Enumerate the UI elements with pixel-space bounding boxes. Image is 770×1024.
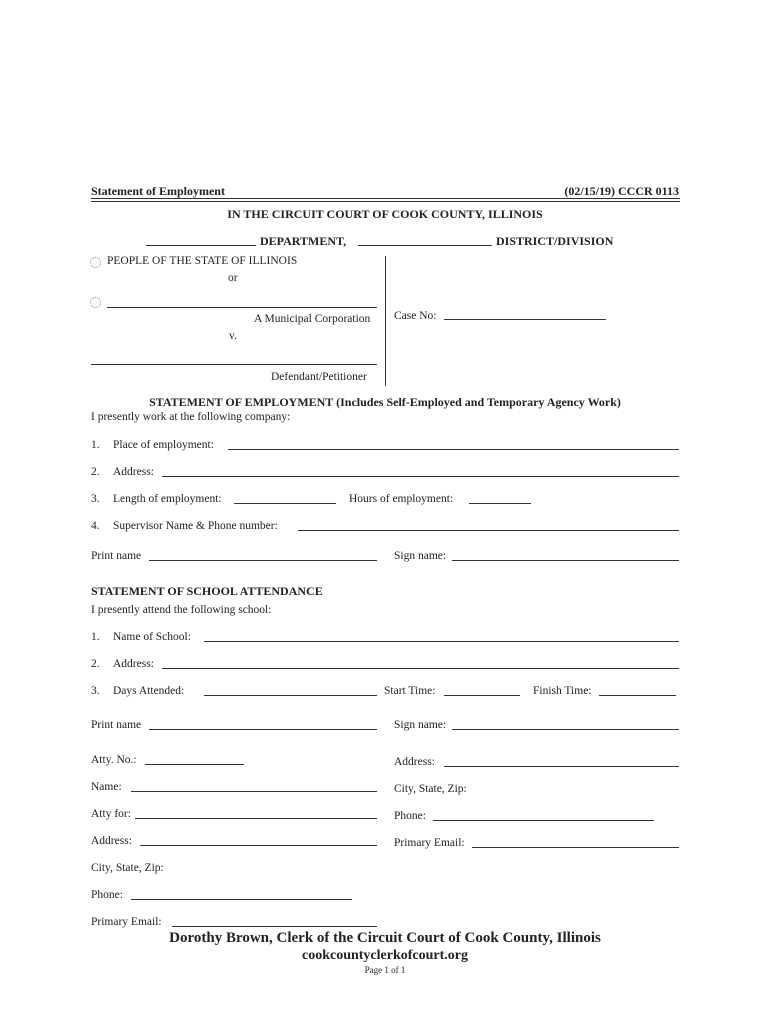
employment-intro: I presently work at the following company:: [91, 411, 291, 423]
employment-address-field[interactable]: [162, 476, 679, 477]
atty-no-label: Atty. No.:: [91, 754, 137, 766]
school-name-label: Name of School:: [113, 631, 191, 643]
caption-divider: [385, 256, 386, 386]
page-number: Page 1 of 1: [364, 965, 406, 975]
employment-item-num: 3.: [91, 493, 100, 505]
place-of-employment-field[interactable]: [228, 449, 679, 450]
atty-city-label: City, State, Zip:: [91, 862, 164, 874]
atty-email-label: Primary Email:: [91, 916, 162, 928]
atty-phone-field[interactable]: [131, 899, 352, 900]
days-attended-field[interactable]: [204, 695, 377, 696]
people-radio[interactable]: [90, 257, 101, 268]
employment-sign-name-label: Sign name:: [394, 550, 447, 562]
atty-for-label: Atty for:: [91, 808, 131, 820]
employment-print-name-field[interactable]: [149, 560, 377, 561]
school-item-num: 2.: [91, 658, 100, 670]
right-phone-label: Phone:: [394, 810, 426, 822]
employment-address-label: Address:: [113, 466, 154, 478]
hours-of-employment-field[interactable]: [469, 503, 531, 504]
right-address-label: Address:: [394, 756, 435, 768]
clerk-website[interactable]: cookcountyclerkofcourt.org: [301, 948, 469, 963]
form-title: Statement of Employment: [91, 184, 225, 198]
atty-address-field[interactable]: [140, 845, 377, 846]
atty-name-label: Name:: [91, 781, 122, 793]
school-item-num: 3.: [91, 685, 100, 697]
defendant-label: Defendant/Petitioner: [271, 371, 367, 383]
supervisor-field[interactable]: [298, 530, 679, 531]
right-phone-field[interactable]: [433, 820, 654, 821]
school-address-label: Address:: [113, 658, 154, 670]
department-field[interactable]: [146, 245, 256, 246]
atty-no-field[interactable]: [145, 764, 244, 765]
place-of-employment-label: Place of employment:: [113, 439, 214, 451]
employment-item-num: 1.: [91, 439, 100, 451]
department-label: DEPARTMENT,: [260, 234, 347, 248]
school-name-field[interactable]: [204, 641, 679, 642]
district-field[interactable]: [358, 245, 492, 246]
municipal-radio[interactable]: [90, 297, 101, 308]
employment-print-name-label: Print name: [91, 550, 142, 562]
or-label: or: [228, 272, 238, 284]
school-sign-name-field[interactable]: [452, 729, 679, 730]
start-time-field[interactable]: [444, 695, 520, 696]
school-heading: STATEMENT OF SCHOOL ATTENDANCE: [91, 584, 323, 598]
supervisor-label: Supervisor Name & Phone number:: [113, 520, 278, 532]
defendant-field[interactable]: [91, 364, 377, 365]
employment-heading: STATEMENT OF EMPLOYMENT (Includes Self-Employed and Temporary Agency Work): [149, 395, 621, 409]
employment-item-num: 2.: [91, 466, 100, 478]
length-of-employment-field[interactable]: [234, 503, 336, 504]
case-no-label: Case No:: [394, 310, 437, 322]
atty-phone-label: Phone:: [91, 889, 123, 901]
versus-label: v.: [229, 330, 237, 342]
school-print-name-field[interactable]: [149, 729, 377, 730]
right-email-field[interactable]: [472, 847, 679, 848]
right-email-label: Primary Email:: [394, 837, 465, 849]
start-time-label: Start Time:: [384, 685, 436, 697]
finish-time-field[interactable]: [599, 695, 676, 696]
right-city-label: City, State, Zip:: [394, 783, 467, 795]
header-rule-bottom: [91, 201, 680, 202]
municipal-name-field[interactable]: [107, 307, 377, 308]
municipal-label: A Municipal Corporation: [254, 313, 371, 325]
case-no-field[interactable]: [444, 319, 606, 320]
atty-for-field[interactable]: [135, 818, 377, 819]
days-attended-label: Days Attended:: [113, 685, 185, 697]
length-of-employment-label: Length of employment:: [113, 493, 222, 505]
form-code: (02/15/19) CCCR 0113: [564, 184, 679, 198]
school-intro: I presently attend the following school:: [91, 604, 272, 616]
atty-name-field[interactable]: [131, 791, 377, 792]
atty-address-label: Address:: [91, 835, 132, 847]
school-address-field[interactable]: [162, 668, 679, 669]
header-rule-top: [91, 198, 680, 199]
atty-email-field[interactable]: [172, 926, 377, 927]
employment-item-num: 4.: [91, 520, 100, 532]
hours-of-employment-label: Hours of employment:: [349, 493, 454, 505]
court-title: IN THE CIRCUIT COURT OF COOK COUNTY, ILLINOIS: [227, 207, 543, 221]
finish-time-label: Finish Time:: [533, 685, 592, 697]
district-label: DISTRICT/DIVISION: [496, 234, 614, 248]
right-address-field[interactable]: [444, 766, 679, 767]
school-item-num: 1.: [91, 631, 100, 643]
people-label: PEOPLE OF THE STATE OF ILLINOIS: [107, 255, 298, 267]
employment-sign-name-field[interactable]: [452, 560, 679, 561]
clerk-footer: Dorothy Brown, Clerk of the Circuit Court of Cook County, Illinois: [169, 930, 601, 946]
school-print-name-label: Print name: [91, 719, 142, 731]
school-sign-name-label: Sign name:: [394, 719, 447, 731]
